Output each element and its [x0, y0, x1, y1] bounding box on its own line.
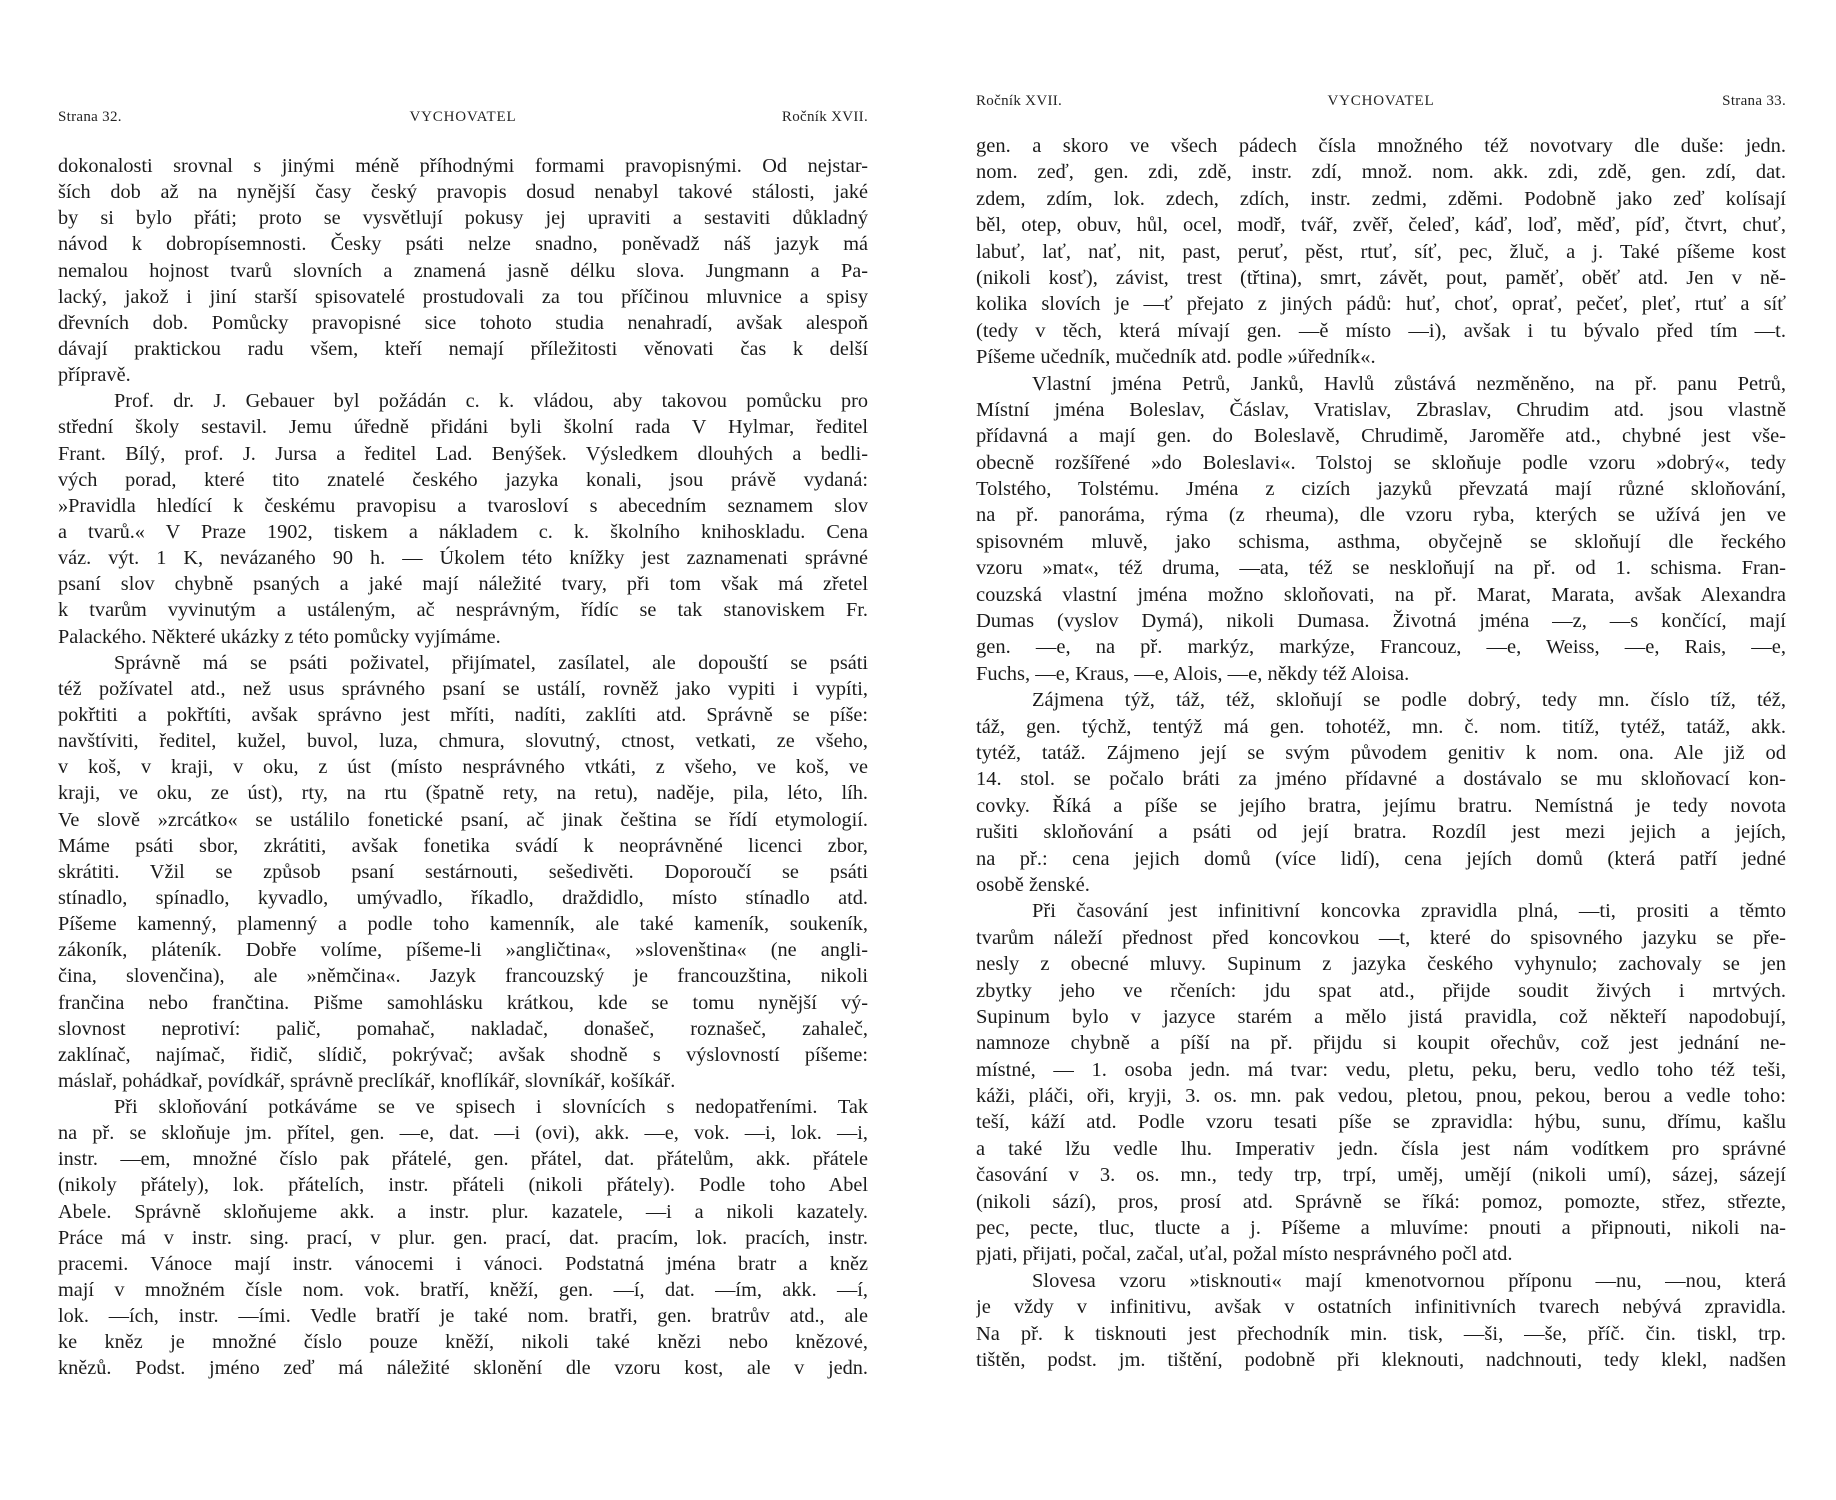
journal-title: VYCHOVATEL	[409, 109, 517, 125]
right-page	[976, 0, 1786, 1500]
text-line: Tolstého, Tolstému. Jména z cizích jazyků převzatá mají různé skloňování,	[976, 478, 1786, 501]
text-line: zákoník, pláteník. Dobře volíme, píšeme-li »angličtina«, »slovenština« (ne angli-	[58, 939, 868, 962]
text-line: Máme psáti sbor, zkrátiti, avšak fonetika svádí k neoprávněné licenci zbor,	[58, 834, 868, 857]
text-line: teší, káží atd. Podle vzoru tesati píše se zpravidla: hýbu, sunu, dřímu, kašlu	[976, 1111, 1786, 1134]
text-line: dokonalosti srovnal s jinými méně příhodnými formami pravopisnými. Od nejstar-	[58, 155, 868, 177]
text-line: a také lžu vedle lhu. Imperativ jedn. čísla jest nám vodítkem pro správné	[976, 1137, 1786, 1160]
text-line: Píšeme kamenný, plamenný a podle toho kamenník, ale také kameník, soukeník,	[58, 913, 868, 936]
text-line: gen. —e, na př. markýz, markýze, Francouz, —e, Weiss, —e, Rais, —e,	[976, 636, 1786, 659]
text-line: běl, otep, obuv, hůl, ocel, modř, tvář, zvěř, čeleď, káď, loď, měď, píď, čtvrt, chuť,	[976, 214, 1786, 237]
text-line: nesly z obecné mluvy. Supinum z jazyka českého vyhynulo; zachovaly se jen	[976, 953, 1786, 976]
text-line: Slovesa vzoru »tisknouti« mají kmenotvornou příponu —nu, —nou, která	[1032, 1269, 1786, 1292]
text-line: tytéž, tatáž. Zájmeno její se svým původem genitiv k nom. ona. Ale již od	[976, 741, 1786, 764]
text-line: (tedy v těch, která mívají gen. —ě místo —i), avšak i tu bývalo před tím —t.	[976, 319, 1786, 342]
text-line: instr. —em, množné číslo pak přátelé, gen. přátel, dat. přátelům, akk. přátele	[58, 1148, 868, 1171]
text-line: nom. zeď, gen. zdi, zdě, instr. zdí, množ. nom. akk. zdi, zdě, gen. zdí, dat.	[976, 161, 1786, 184]
text-line: dávají praktickou radu všem, kteří nemají příležitosti věnovati čas k delší	[58, 337, 868, 360]
text-line: čina, slovenčina), ale »němčina«. Jazyk francouzský je francouzština, nikoli	[58, 965, 868, 988]
text-line: pracemi. Vánoce mají instr. vánocemi i vánoci. Podstatná jména bratr a kněz	[58, 1252, 868, 1275]
text-line: Vlastní jména Petrů, Janků, Havlů zůstává nezměněno, na př. panu Petrů,	[1032, 372, 1786, 395]
volume-label: Ročník XVII.	[781, 109, 868, 125]
text-line: návod k dobropísemnosti. Česky psáti nelze snadno, poněvadž náš jazyk má	[58, 233, 868, 256]
text-line: Fuchs, —e, Kraus, —e, Alois, —e, někdy též Aloisa.	[976, 662, 1410, 685]
text-line: místné, — 1. osoba jedn. má tvar: vedu, pletu, peku, beru, vedlo toho též teši,	[976, 1058, 1786, 1081]
text-line: Píšeme učedník, mučedník atd. podle »úředník«.	[976, 346, 1376, 369]
text-line: couzská vlastní jména možno skloňovati, na př. Marat, Marata, avšak Alexandra	[976, 583, 1786, 606]
text-line: též požívatel atd., než usus správného psaní se ustálí, rovněž jako vypiti i vypíti,	[58, 677, 868, 700]
text-line: gen. a skoro ve všech pádech čísla množného též novotvary dle duše: jedn.	[976, 135, 1786, 157]
text-line: obecně rozšířené »do Boleslavi«. Tolstoj se skloňuje podle vzoru »dobrý«, tedy	[976, 451, 1786, 474]
text-line: osobě ženské.	[976, 873, 1090, 896]
volume-label: Ročník XVII.	[976, 93, 1063, 109]
text-line: psaní slov chybně psaných a jaké mají náležité tvary, při tom však má zřetel	[58, 573, 868, 596]
text-line: Ve slově »zrcátko« se ustálilo fonetické psaní, ač jinak čeština se řídí etymologií.	[58, 808, 868, 831]
text-line: navštíviti, ředitel, kužel, buvol, luza, chmura, slovutný, ctnost, vetkati, ze všeho,	[58, 730, 868, 753]
text-line: rušiti skloňování a psáti od její bratra. Rozdíl jest mezi jejich a jejích,	[976, 821, 1786, 844]
text-line: Práce má v instr. sing. prací, v plur. gen. prací, dat. pracím, lok. pracích, instr.	[58, 1226, 868, 1249]
text-line: kolika slovích je —ť přejato z jiných pádů: huť, choť, oprať, pečeť, pleť, rtuť a síť	[976, 293, 1786, 316]
journal-title: VYCHOVATEL	[1327, 93, 1435, 109]
text-line: by si bylo přáti; proto se vysvětlují pokusy jej upraviti a sestaviti důkladný	[58, 207, 868, 230]
text-line: Abele. Správně skloňujeme akk. a instr. plur. kazatele, —i a nikoli kazately.	[58, 1200, 868, 1223]
text-line: zdem, zdím, lok. zdech, zdích, instr. zedmi, zděmi. Podobně jako zeď kolísají	[976, 187, 1786, 210]
text-line: 14. stol. se počalo bráti za jméno přídavné a dostávalo se mu skloňovací kon-	[976, 768, 1786, 791]
text-line: skrátiti. Vžil se způsob psaní sestárnouti, sešedivěti. Doporoučí se psáti	[58, 860, 868, 883]
text-line: na př.: cena jejich domů (více lidí), cena jejích domů (která patří jedné	[976, 847, 1786, 870]
text-line: a tvarů.« V Praze 1902, tiskem a nákladem c. k. školního knihoskladu. Cena	[58, 520, 868, 543]
text-line: vých porad, které tito znatelé českého jazyka konali, jsou právě vydaná:	[58, 468, 868, 491]
text-line: tvarům náleží přednost před koncovkou —t, které do spisovného jazyku se pře-	[976, 926, 1786, 949]
text-line: na př. panoráma, rýma (z rheuma), dle vzoru ryba, kterých se užívá jen ve	[976, 504, 1786, 527]
text-line: Supinum bylo v jazyce starém a mělo jistá pravidla, což někteří napodobují,	[976, 1005, 1786, 1028]
text-line: přídavná a mají gen. do Boleslavě, Chrudimě, Jaroměře atd., chybné jest vše-	[976, 425, 1786, 448]
text-line: namnoze chybně a píší na př. přijdu si koupit ořechův, což jest jednání ne-	[976, 1032, 1786, 1055]
text-line: Správně má se psáti poživatel, přijímatel, zasílatel, ale dopouští se psáti	[114, 651, 868, 674]
text-line: přípravě.	[58, 364, 131, 387]
text-line: dřevních dob. Pomůcky pravopisné sice tohoto studia nenahradí, avšak alespoň	[58, 311, 868, 334]
text-line: pjati, přijati, počal, začal, uťal, požal místo nesprávného počl atd.	[976, 1243, 1513, 1266]
text-line: covky. Říká a píše se jejího bratra, jejímu bratru. Nemístná je tedy novota	[976, 794, 1786, 817]
text-line: zaklínač, najímač, řidič, slídič, pokrývač; avšak shodně s výslovností píšeme:	[58, 1043, 868, 1066]
text-line: Prof. dr. J. Gebauer byl požádán c. k. vládou, aby takovou pomůcku pro	[114, 390, 868, 413]
text-line: je vždy v infinitivu, avšak v ostatních infinitivních tvarech nebývá zpravidla.	[976, 1296, 1786, 1319]
text-line: ke kněz je množné číslo pouze kněží, nikoli také knězi nebo knězové,	[58, 1331, 868, 1354]
text-line: (nikoli kosť), závist, trest (třtina), smrt, závět, pout, paměť, oběť atd. Jen v ně-	[976, 266, 1786, 289]
text-line: zbytky jeho ve rčeních: jdu spat atd., přijde soudit živých i mrtvých.	[976, 979, 1786, 1002]
text-line: káži, pláči, oři, kryji, 3. os. mn. pak vedou, pletou, pnou, pekou, berou a vedle toho:	[976, 1085, 1786, 1108]
right-body-text	[976, 133, 1786, 1373]
text-line: pokřtiti a pokřtíti, avšak správno jest mříti, nadíti, zaklíti atd. Správně se píše:	[58, 703, 868, 726]
text-line: nemalou hojnost tvarů slovních a znamená jasně délku slova. Jungmann a Pa-	[58, 259, 868, 282]
running-head-left	[58, 109, 868, 133]
text-line: frančina nebo frančtina. Pišme samohlásku krátkou, kde se tomu nynější vý-	[58, 991, 868, 1014]
text-line: Při časování jest infinitivní koncovka zpravidla plná, —ti, prositi a těmto	[1032, 900, 1786, 923]
text-line: ších dob až na nynější časy český pravopis dosud nenabyl takové stálosti, jaké	[58, 181, 868, 204]
text-line: váz. výt. 1 K, nevázaného 90 h. — Úkolem této knížky jest zaznamenati správné	[58, 547, 868, 570]
text-line: (nikoli sází), pros, prosí atd. Správně se říká: pomoz, pomozte, střez, střezte,	[976, 1190, 1786, 1213]
text-line: Místní jména Boleslav, Čáslav, Vratislav, Zbraslav, Chrudim atd. jsou vlastně	[976, 398, 1786, 421]
text-line: slovnost neprotiví: palič, pomahač, nakladač, donašeč, roznašeč, zahaleč,	[58, 1017, 868, 1040]
text-line: »Pravidla hledící k českému pravopisu a tvarosloví s abecedním seznamem slov	[58, 494, 868, 517]
page-number: Strana 33.	[1722, 93, 1786, 109]
text-line: tištěn, podst. jm. tištění, podobně při kleknouti, nadchnouti, tedy klekl, nadšen	[976, 1348, 1786, 1371]
text-line: Dumas (vyslov Dymá), nikoli Dumasa. Životná jména —z, —s končící, mají	[976, 610, 1786, 633]
text-line: lok. —ích, instr. —ími. Vedle bratří je také nom. bratři, gen. bratrův atd., ale	[58, 1305, 868, 1328]
text-line: časování v 3. os. mn., tedy trp, trpí, uměj, umějí (nikoli umí), sázej, sázejí	[976, 1164, 1786, 1187]
text-line: Na př. k tisknouti jest přechodník min. tisk, —ši, —še, příč. čin. tiskl, trp.	[976, 1322, 1786, 1345]
text-line: labuť, lať, nať, nit, past, peruť, pěst, rtuť, síť, pec, žluč, a j. Také píšeme kost	[976, 240, 1786, 263]
text-line: (nikoly přátely), lok. přátelích, instr. přáteli (nikoli přátely). Podle toho Abel	[58, 1174, 868, 1197]
text-line: stínadlo, spínadlo, kyvadlo, umývadlo, říkadlo, draždidlo, místo stínadlo atd.	[58, 886, 868, 909]
text-line: spisovném mluvě, jako schisma, asthma, obyčejně se skloňují dle řeckého	[976, 530, 1786, 553]
text-line: mají v množném čísle nom. vok. bratří, kněží, gen. —í, dat. —ím, akk. —í,	[58, 1279, 868, 1302]
running-head-right	[976, 93, 1786, 117]
text-line: kraji, ve oku, ze úst), rty, na rtu (špatně rety, na retu), naděje, pila, léto, líh.	[58, 782, 868, 805]
text-line: střední školy sestavil. Jemu úředně přidáni byli školní rada V Hylmar, ředitel	[58, 416, 868, 439]
text-line: táž, gen. týchž, tentýž má gen. tohotéž, mn. č. nom. titíž, tytéž, tatáž, akk.	[976, 715, 1786, 738]
text-line: knězů. Podst. jméno zeď má náležité sklonění dle vzoru kost, ale v jedn.	[58, 1357, 868, 1380]
text-line: pec, pecte, tluc, tlucte a j. Píšeme a mluvíme: pnouti a připnouti, nikoli na-	[976, 1217, 1786, 1240]
text-line: Frant. Bílý, prof. J. Jursa a ředitel Lad. Benýšek. Výsledkem dlouhých a bedli-	[58, 442, 868, 465]
text-line: máslař, pohádkař, povídkář, správně preclíkář, knoflíkář, slovníkář, košíkář.	[58, 1069, 676, 1092]
text-line: Palackého. Některé ukázky z této pomůcky vyjímáme.	[58, 625, 501, 648]
text-line: Při skloňování potkáváme se ve spisech i slovnících s nedopatřeními. Tak	[114, 1096, 868, 1119]
left-page	[58, 0, 868, 1500]
text-line: lacký, jakož i jiní starší spisovatelé prostudovali za tou příčinou mluvnice a spisy	[58, 285, 868, 308]
left-body-text	[58, 153, 868, 1382]
text-line: na př. se skloňuje jm. přítel, gen. —e, dat. —i (ovi), akk. —e, vok. —i, lok. —i,	[58, 1122, 868, 1145]
text-line: Zájmena týž, táž, též, skloňují se podle dobrý, tedy mn. číslo tíž, též,	[1032, 689, 1786, 712]
text-line: v koš, v kraji, v oku, z úst (místo nesprávného vtkáti, z všeho, ve koš, ve	[58, 756, 868, 779]
text-line: k tvarům vyvinutým a ustáleným, ač nesprávným, řídíc se tak stanoviskem Fr.	[58, 599, 868, 622]
text-line: vzoru »mat«, též druma, —ata, též se neskloňují na př. od 1. schisma. Fran-	[976, 557, 1786, 580]
page-number: Strana 32.	[58, 109, 122, 125]
